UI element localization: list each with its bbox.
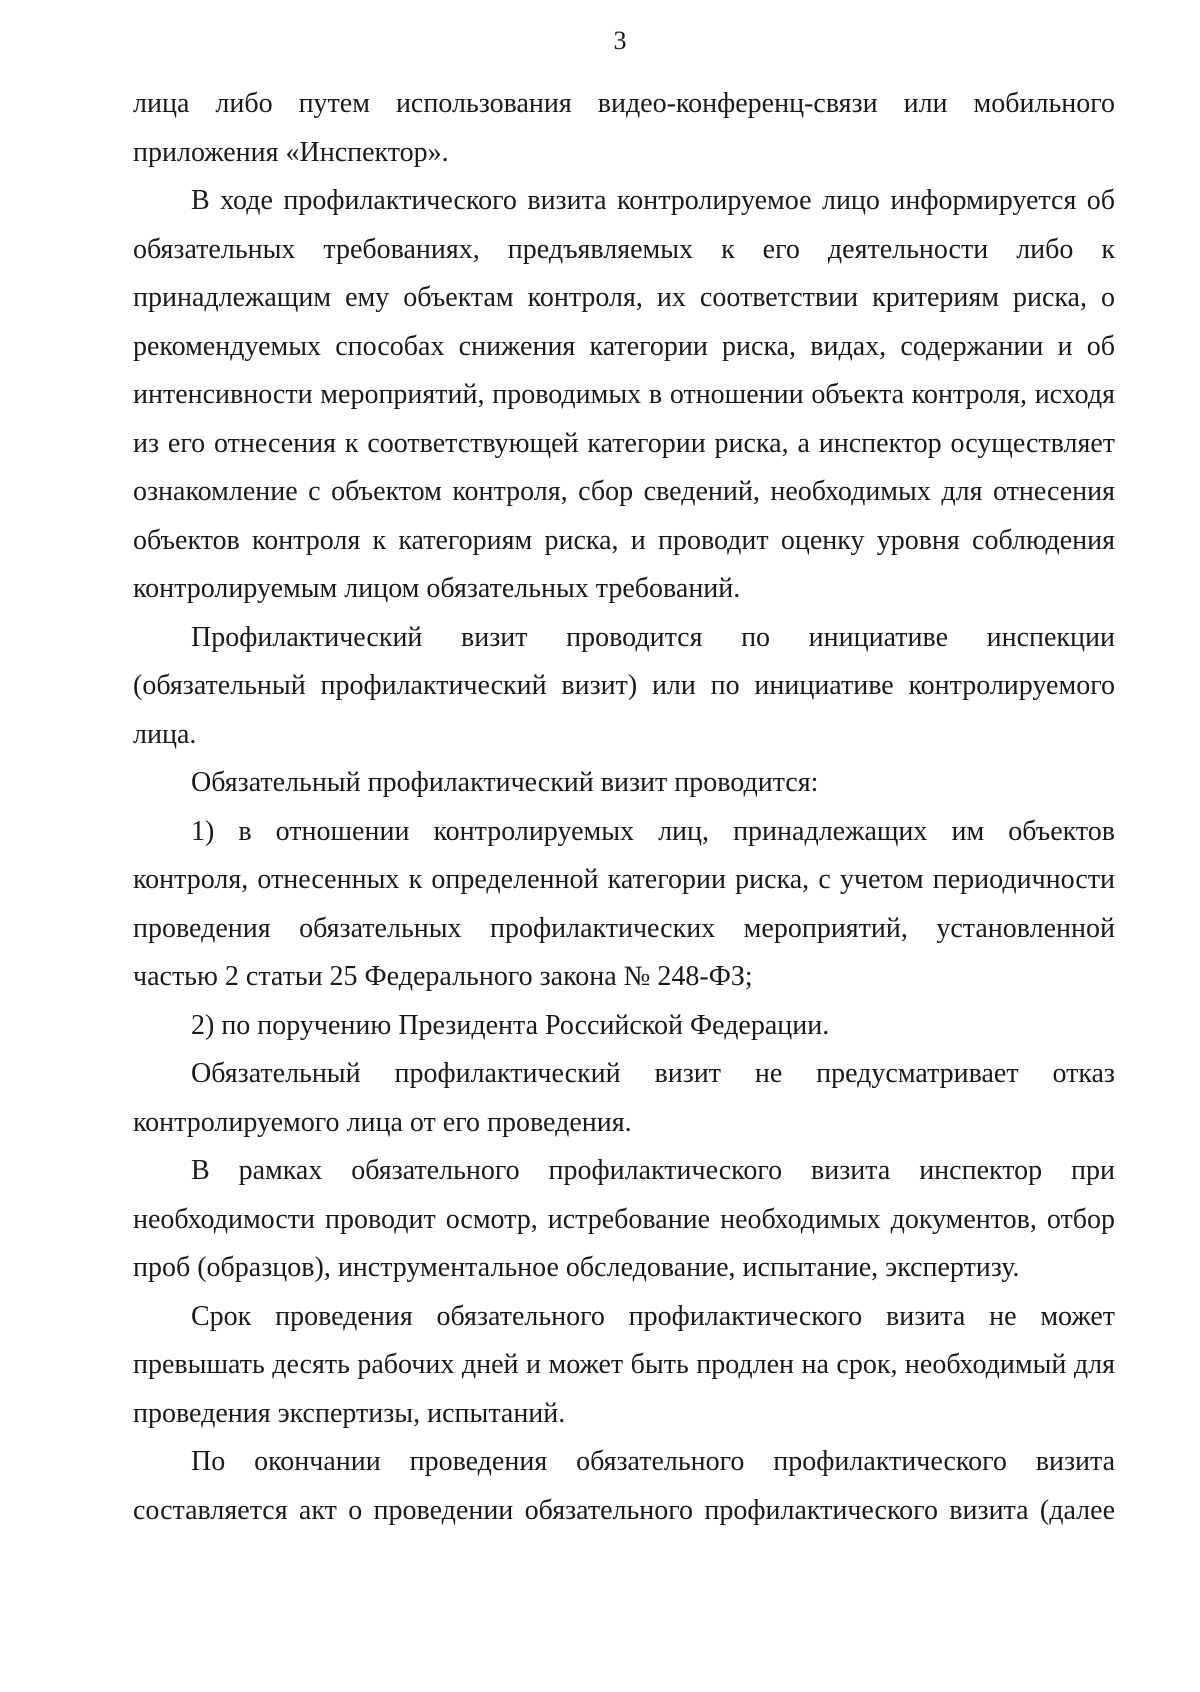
paragraph-visit-content: В ходе профилактического визита контролируемое лицо информируется об обязательных требованиях, предъявляемых к его деятельности либо к принадлежащим ему объектам контроля, их соответствии критериям риска, о рекомендуемых способах снижения категории риска, видах, содержании и об интенсивности мероприятий, проводимых в отношении объекта контроля, исходя из его отнесения к соответствующей категории риска, а инспектор осуществляет ознакомление с объектом контроля, сбор сведений, необходимых для отнесения объектов контроля к категориям риска, и проводит оценку уровня соблюдения контролируемым лицом обязательных требований. [133,185,1115,604]
paragraph-visit-initiative: Профилактический визит проводится по инициативе инспекции (обязательный профилактический визит) или по инициативе контролируемого лица. [133,621,1115,750]
paragraph-no-refusal: Обязательный профилактический визит не предусматривает отказ контролируемого лица от его проведения. [133,1058,1115,1138]
paragraph-visit-act: По окончании проведения обязательного профилактического визита составляется акт о проведении обязательного профилактического визита (далее [133,1446,1115,1526]
paragraph-visit-duration: Срок проведения обязательного профилактического визита не может превышать десять рабочих дней и может быть продлен на срок, необходимый для проведения экспертизы, испытаний. [133,1300,1115,1429]
paragraph-mandatory-visit-intro: Обязательный профилактический визит проводится: [191,767,819,798]
page-number: 3 [613,26,627,55]
list-item-1: 1) в отношении контролируемых лиц, принадлежащих им объектов контроля, отнесенных к определенной категории риска, с учетом периодичности проведения обязательных профилактических мероприятий, установленной частью 2 статьи 25 Федерального закона № 248-ФЗ; [133,815,1115,992]
list-item-2: 2) по поручению Президента Российской Федерации. [191,1009,830,1041]
paragraph-continuation: лица либо путем использования видео-конференц-связи или мобильного приложения «Инспектор». [133,88,1115,168]
paragraph-inspection-actions: В рамках обязательного профилактического визита инспектор при необходимости проводит осмотр, истребование необходимых документов, отбор проб (образцов), инструментальное обследование, испытание, экспертизу. [133,1155,1115,1283]
document-body [133,80,1115,1535]
